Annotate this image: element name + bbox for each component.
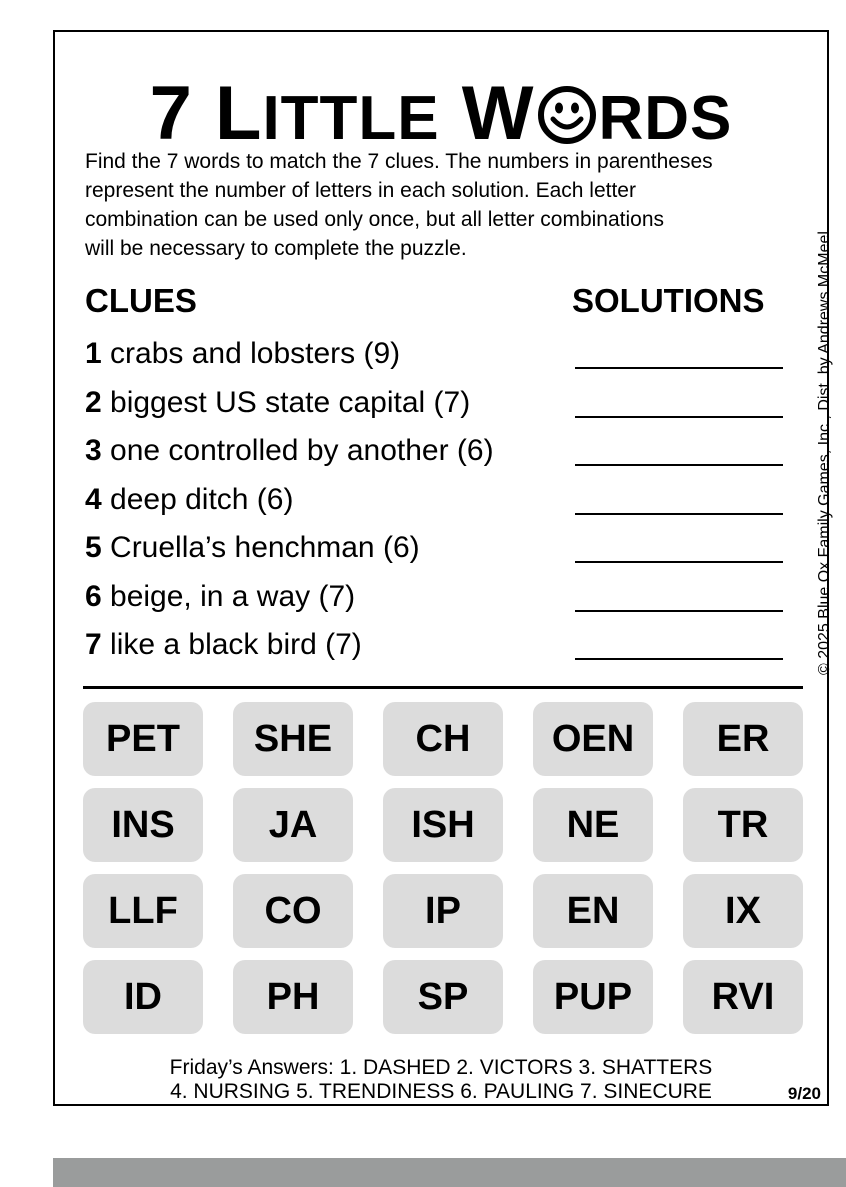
- solution-blank[interactable]: [575, 464, 783, 466]
- clues-header: CLUES: [85, 282, 197, 319]
- title-little-rest: ITTLE: [262, 84, 440, 153]
- puzzle-title: [55, 71, 827, 156]
- letter-tile[interactable]: SHE: [233, 702, 353, 776]
- clue-text: biggest US state capital (7): [101, 385, 471, 419]
- solution-blank[interactable]: [575, 610, 783, 612]
- letter-tile[interactable]: TR: [683, 788, 803, 862]
- instructions-line: represent the number of letters in each solution. Each letter: [85, 179, 636, 202]
- solution-blank[interactable]: [575, 561, 783, 563]
- title-words-initial: W: [461, 71, 535, 156]
- letter-tile[interactable]: ER: [683, 702, 803, 776]
- instructions-line: Find the 7 words to match the 7 clues. The numbers in parentheses: [85, 150, 713, 173]
- answers-line: 4. NURSING 5. TRENDINESS 6. PAULING 7. SINECURE: [170, 1080, 712, 1103]
- clue-text: crabs and lobsters (9): [101, 337, 401, 370]
- solution-blank[interactable]: [575, 416, 783, 418]
- clue-number: 4: [85, 482, 102, 516]
- instructions: [85, 147, 815, 263]
- clue-text: one controlled by another (6): [101, 434, 494, 467]
- letter-tile[interactable]: OEN: [533, 702, 653, 776]
- bottom-grey-bar: [53, 1158, 846, 1187]
- letter-tile[interactable]: CO: [233, 874, 353, 948]
- clue-row: [85, 379, 805, 428]
- letter-tile[interactable]: CH: [383, 702, 503, 776]
- previous-answers: [55, 1056, 827, 1104]
- letter-tile[interactable]: JA: [233, 788, 353, 862]
- letter-tile[interactable]: ISH: [383, 788, 503, 862]
- smiley-face-icon: [537, 85, 597, 145]
- letter-tile[interactable]: EN: [533, 874, 653, 948]
- clue-number: 7: [85, 628, 102, 661]
- letter-tile[interactable]: PH: [233, 960, 353, 1034]
- clue-number: 6: [85, 579, 102, 613]
- title-number: 7: [149, 71, 193, 156]
- clue-text: beige, in a way (7): [101, 579, 356, 613]
- clue-list: [85, 330, 805, 670]
- clue-number: 3: [85, 434, 102, 467]
- page-number: 9/20: [787, 1084, 821, 1103]
- instructions-line: combination can be used only once, but all letter combinations: [85, 208, 665, 231]
- title-words-rest: RDS: [598, 84, 733, 153]
- clue-row: [85, 427, 805, 476]
- clue-row: [85, 330, 805, 379]
- letter-tile[interactable]: LLF: [83, 874, 203, 948]
- clue-row: [85, 524, 805, 573]
- instructions-line: will be necessary to complete the puzzle.: [85, 237, 467, 260]
- clue-row: [85, 573, 805, 622]
- letter-tile[interactable]: INS: [83, 788, 203, 862]
- letter-tile[interactable]: SP: [383, 960, 503, 1034]
- clue-number: 2: [85, 385, 102, 419]
- letter-tile[interactable]: ID: [83, 960, 203, 1034]
- copyright-notice: © 2025 Blue Ox Family Games, Inc., Dist. by Andrews McMeel: [816, 231, 833, 675]
- title-little-initial: L: [215, 71, 263, 156]
- letter-tile[interactable]: PET: [83, 702, 203, 776]
- answers-line: Friday’s Answers: 1. DASHED 2. VICTORS 3. SHATTERS: [169, 1056, 713, 1079]
- clue-number: 5: [85, 531, 102, 564]
- solutions-header: SOLUTIONS: [572, 282, 765, 319]
- solution-blank[interactable]: [575, 513, 783, 515]
- letter-tile[interactable]: IP: [383, 874, 503, 948]
- puzzle-frame: [53, 30, 829, 1106]
- letter-tile[interactable]: PUP: [533, 960, 653, 1034]
- clue-text: Cruella’s henchman (6): [101, 531, 420, 564]
- letter-tile[interactable]: IX: [683, 874, 803, 948]
- clue-row: [85, 476, 805, 525]
- solution-blank[interactable]: [575, 658, 783, 660]
- letter-tile[interactable]: RVI: [683, 960, 803, 1034]
- letter-tile[interactable]: NE: [533, 788, 653, 862]
- divider-rule: [83, 686, 803, 689]
- clue-number: 1: [85, 337, 102, 370]
- clue-text: like a black bird (7): [101, 628, 362, 661]
- clue-text: deep ditch (6): [101, 482, 294, 516]
- clue-row: [85, 621, 805, 670]
- solution-blank[interactable]: [575, 367, 783, 369]
